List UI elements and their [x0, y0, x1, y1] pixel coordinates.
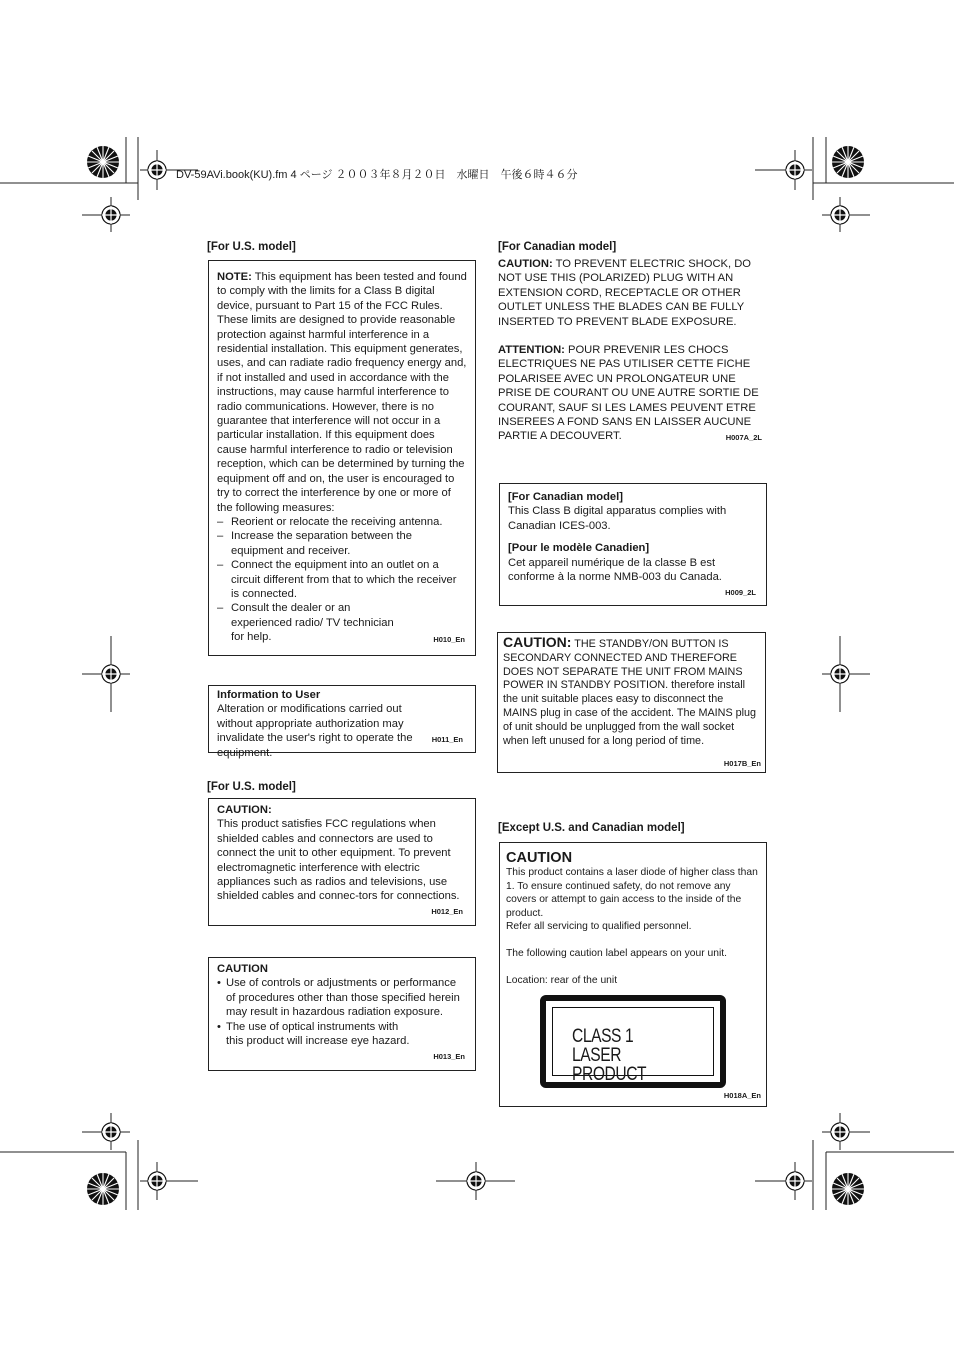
- laser-radiation-caution-box: [208, 957, 476, 1071]
- us-model-heading-2: [For U.S. model]: [207, 781, 296, 793]
- section-code: H011_En: [431, 735, 463, 744]
- us-model-heading: [For U.S. model]: [207, 241, 296, 253]
- section-code: H009_2L: [725, 588, 756, 597]
- note-label: NOTE:: [217, 271, 252, 283]
- class1-laser-label: [540, 995, 726, 1088]
- section-code: H012_En: [431, 907, 463, 916]
- information-to-user-box: [208, 685, 476, 759]
- ices-en-body: This Class B digital apparatus complies with Canadian ICES-003.: [508, 505, 727, 532]
- ices-en-title: [For Canadian model]: [508, 491, 623, 503]
- fcc-caution-body: This product satisfies FCC regulations when shielded cables and connectors are used to connect the unit to other equipment. To prevent electromagnetic interference with electric appliances such as radios and televisions, use shielded cables and connec-tors for connections.: [217, 818, 460, 903]
- fcc-note-box: [208, 260, 476, 656]
- fcc-note-text: [217, 270, 467, 515]
- standby-caution-box: [497, 632, 766, 773]
- info-title: Information to User: [217, 689, 321, 701]
- fcc-caution-box: [208, 798, 476, 926]
- ices-fr-body: Cet appareil numérique de la classe B est conforme à la norme NMB-003 du Canada.: [508, 556, 722, 584]
- note-body: This equipment has been tested and found to comply with the limits for a Class B digital device, pursuant to Part 15 of the FCC Rules. These limits are designed to provide reasonable protection against harmful interference in a residential installation. This equipment generates, uses, and can radiate radio frequency energy and, if not installed and used in accordance with the instructions, may cause harmful interference to radio communications. However, there is no guarantee that interference will not occur in a particular installation. If this equipment does cause harmful interference to radio or television reception, which can be determined by turning the equipment off and on, the user is encouraged to try to correct the interference by one or more of the following measures:: [217, 271, 467, 514]
- laser-label-note: The following caution label appears on your unit.: [506, 947, 727, 959]
- section-code: H018A_En: [723, 1091, 761, 1100]
- except-model-heading: [Except U.S. and Canadian model]: [498, 822, 685, 834]
- section-code: H013_En: [433, 1052, 465, 1061]
- laser-label-location: Location: rear of the unit: [506, 974, 618, 986]
- laser-product-body: This product contains a laser diode of higher class than 1. To ensure continued safety, do not remove any covers or attempt to gain access to the inside of the product.: [506, 867, 758, 919]
- section-code: H017B_En: [723, 759, 761, 768]
- canadian-caution-block: [498, 257, 766, 444]
- canadian-caution-text: CAUTION: TO PREVENT ELECTRIC SHOCK, DO NOT USE THIS (POLARIZED) PLUG WITH AN EXTENSION CORD, RECEPTACLE OR OTHER OUTLET UNLESS THE BLADES CAN BE FULLY INSERTED TO PREVENT BLADE EXPOSURE.: [498, 258, 751, 328]
- list-item: • Use of controls or adjustments or performance of procedures other than those specified herein may result in hazardous radiation exposure.: [217, 977, 460, 1019]
- file-header: DV-59AVi.book(KU).fm 4 ページ ２００３年８月２０日 水曜日 午後６時４６分: [176, 169, 578, 181]
- laser-label-line1: CLASS 1: [572, 1026, 634, 1047]
- info-body: Alteration or modifications carried out without appropriate authorization may invalidate the user's right to operate the equipment.: [217, 703, 413, 759]
- standby-caution-text: CAUTION: THE STANDBY/ON BUTTON IS SECONDARY CONNECTED AND THEREFORE DOES NOT SEPARATE THE UNIT FROM MAINS POWER IN STANDBY POSITION. therefore install the unit suitable places easy to disconnect the MAINS plug in case of the accident. The MAINS plug of unit should be unplugged from the wall socket when left unused for a long period of time.: [503, 634, 757, 747]
- laser-caution-title: CAUTION: [217, 963, 268, 975]
- list-item: – Reorient or relocate the receiving antenna.: [217, 515, 443, 528]
- attention-text: ATTENTION: POUR PREVENIR LES CHOCS ELECTRIQUES NE PAS UTILISER CETTE FICHE POLARISEE AVEC UN PROLONGATEUR UNE PRISE DE COURANT OU UNE AUTRE SORTIE DE COURANT, SAUF SI LES LAMES PEUVENT ETRE INSEREES A FOND SANS EN LAISSER AUCUNE PARTIE A DECOUVERT.: [498, 344, 759, 443]
- ices-fr-title: [Pour le modèle Canadien]: [508, 542, 650, 555]
- laser-service-text: Refer all servicing to qualified personnel.: [506, 921, 692, 933]
- laser-product-title: CAUTION: [506, 850, 573, 866]
- ices-box: [499, 483, 767, 606]
- laser-product-box: [499, 842, 767, 1107]
- list-item: • The use of optical instruments with this product will increase eye hazard.: [217, 1020, 410, 1048]
- list-item: – Consult the dealer or an experienced radio/ TV technician for help.: [217, 602, 394, 644]
- section-code: H007A_2L: [725, 432, 762, 442]
- fcc-caution-title: CAUTION:: [217, 804, 272, 816]
- list-item: – Increase the separation between the equipment and receiver.: [217, 530, 412, 557]
- list-item: – Connect the equipment into an outlet on a circuit different from that to which the receiver is connected.: [217, 559, 457, 600]
- laser-label-line2: LASER PRODUCT: [572, 1045, 647, 1085]
- section-code: H010_En: [433, 635, 465, 644]
- canadian-model-heading: [For Canadian model]: [498, 241, 617, 253]
